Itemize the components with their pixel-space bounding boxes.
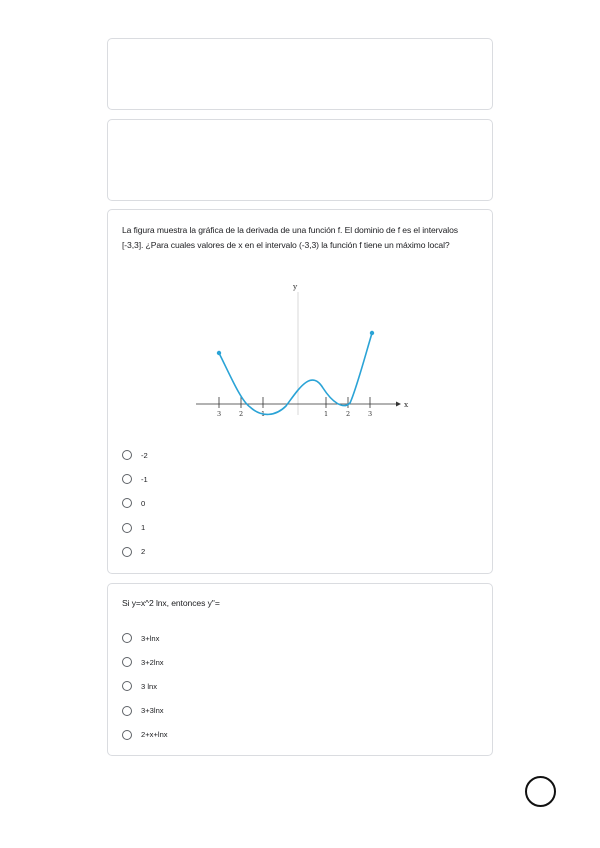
radio-option-label: 2 <box>141 547 146 557</box>
derivative-curve <box>219 333 372 414</box>
x-axis-label: x <box>404 400 409 409</box>
question-card-1 <box>107 209 493 574</box>
question-1-text: La figura muestra la gráfica de la derivada de una función f. El dominio de f es el intervalos [-3,3]. ¿Para cuales valores de x en el intervalo (-3,3) la función f tiene un máximo local? <box>122 225 458 250</box>
x-tick-label: 2 <box>346 410 351 418</box>
radio-option-label: 3+lnx <box>141 633 160 643</box>
loading-indicator <box>525 776 556 807</box>
x-tick-label: 3 <box>368 410 373 418</box>
radio-circle-icon[interactable] <box>122 730 132 740</box>
radio-option-label: 3+3lnx <box>141 706 164 716</box>
question-card-2 <box>107 583 493 756</box>
radio-option[interactable] <box>122 674 168 698</box>
radio-circle-icon[interactable] <box>122 706 132 716</box>
radio-option-label: 3+2lnx <box>141 657 164 667</box>
radio-option[interactable] <box>122 723 168 747</box>
question-1-options <box>122 443 148 564</box>
radio-circle-icon[interactable] <box>122 681 132 691</box>
x-tick-label: 1 <box>261 410 266 418</box>
radio-option[interactable] <box>122 650 168 674</box>
radio-option[interactable] <box>122 443 148 467</box>
radio-circle-icon[interactable] <box>122 523 132 533</box>
radio-option-label: 1 <box>141 523 146 533</box>
radio-option[interactable] <box>122 626 168 650</box>
radio-option[interactable] <box>122 699 168 723</box>
radio-option[interactable] <box>122 491 148 515</box>
radio-circle-icon[interactable] <box>122 657 132 667</box>
empty-card-2 <box>107 119 493 201</box>
right-endpoint-dot <box>370 331 374 335</box>
x-tick-label: 2 <box>239 410 244 418</box>
empty-card-1 <box>107 38 493 110</box>
question-2-text: Si y=x^2 lnx, entonces y''= <box>122 598 220 608</box>
radio-circle-icon[interactable] <box>122 474 132 484</box>
radio-option-label: 0 <box>141 498 146 508</box>
radio-option[interactable] <box>122 516 148 540</box>
x-tick-label: 3 <box>217 410 222 418</box>
question-2-options <box>122 626 168 747</box>
radio-circle-icon[interactable] <box>122 633 132 643</box>
radio-circle-icon[interactable] <box>122 498 132 508</box>
radio-option-label: -1 <box>141 474 148 484</box>
y-axis-label: y <box>293 282 298 291</box>
radio-option[interactable] <box>122 467 148 491</box>
radio-option-label: 3 lnx <box>141 681 158 691</box>
radio-option-label: -2 <box>141 450 148 460</box>
x-tick-label: 1 <box>324 410 329 418</box>
radio-option[interactable] <box>122 540 148 564</box>
radio-circle-icon[interactable] <box>122 450 132 460</box>
radio-circle-icon[interactable] <box>122 547 132 557</box>
x-axis-arrow <box>396 402 401 407</box>
radio-option-label: 2+x+lnx <box>141 730 168 740</box>
derivative-graph <box>188 280 418 430</box>
left-endpoint-dot <box>217 351 221 355</box>
